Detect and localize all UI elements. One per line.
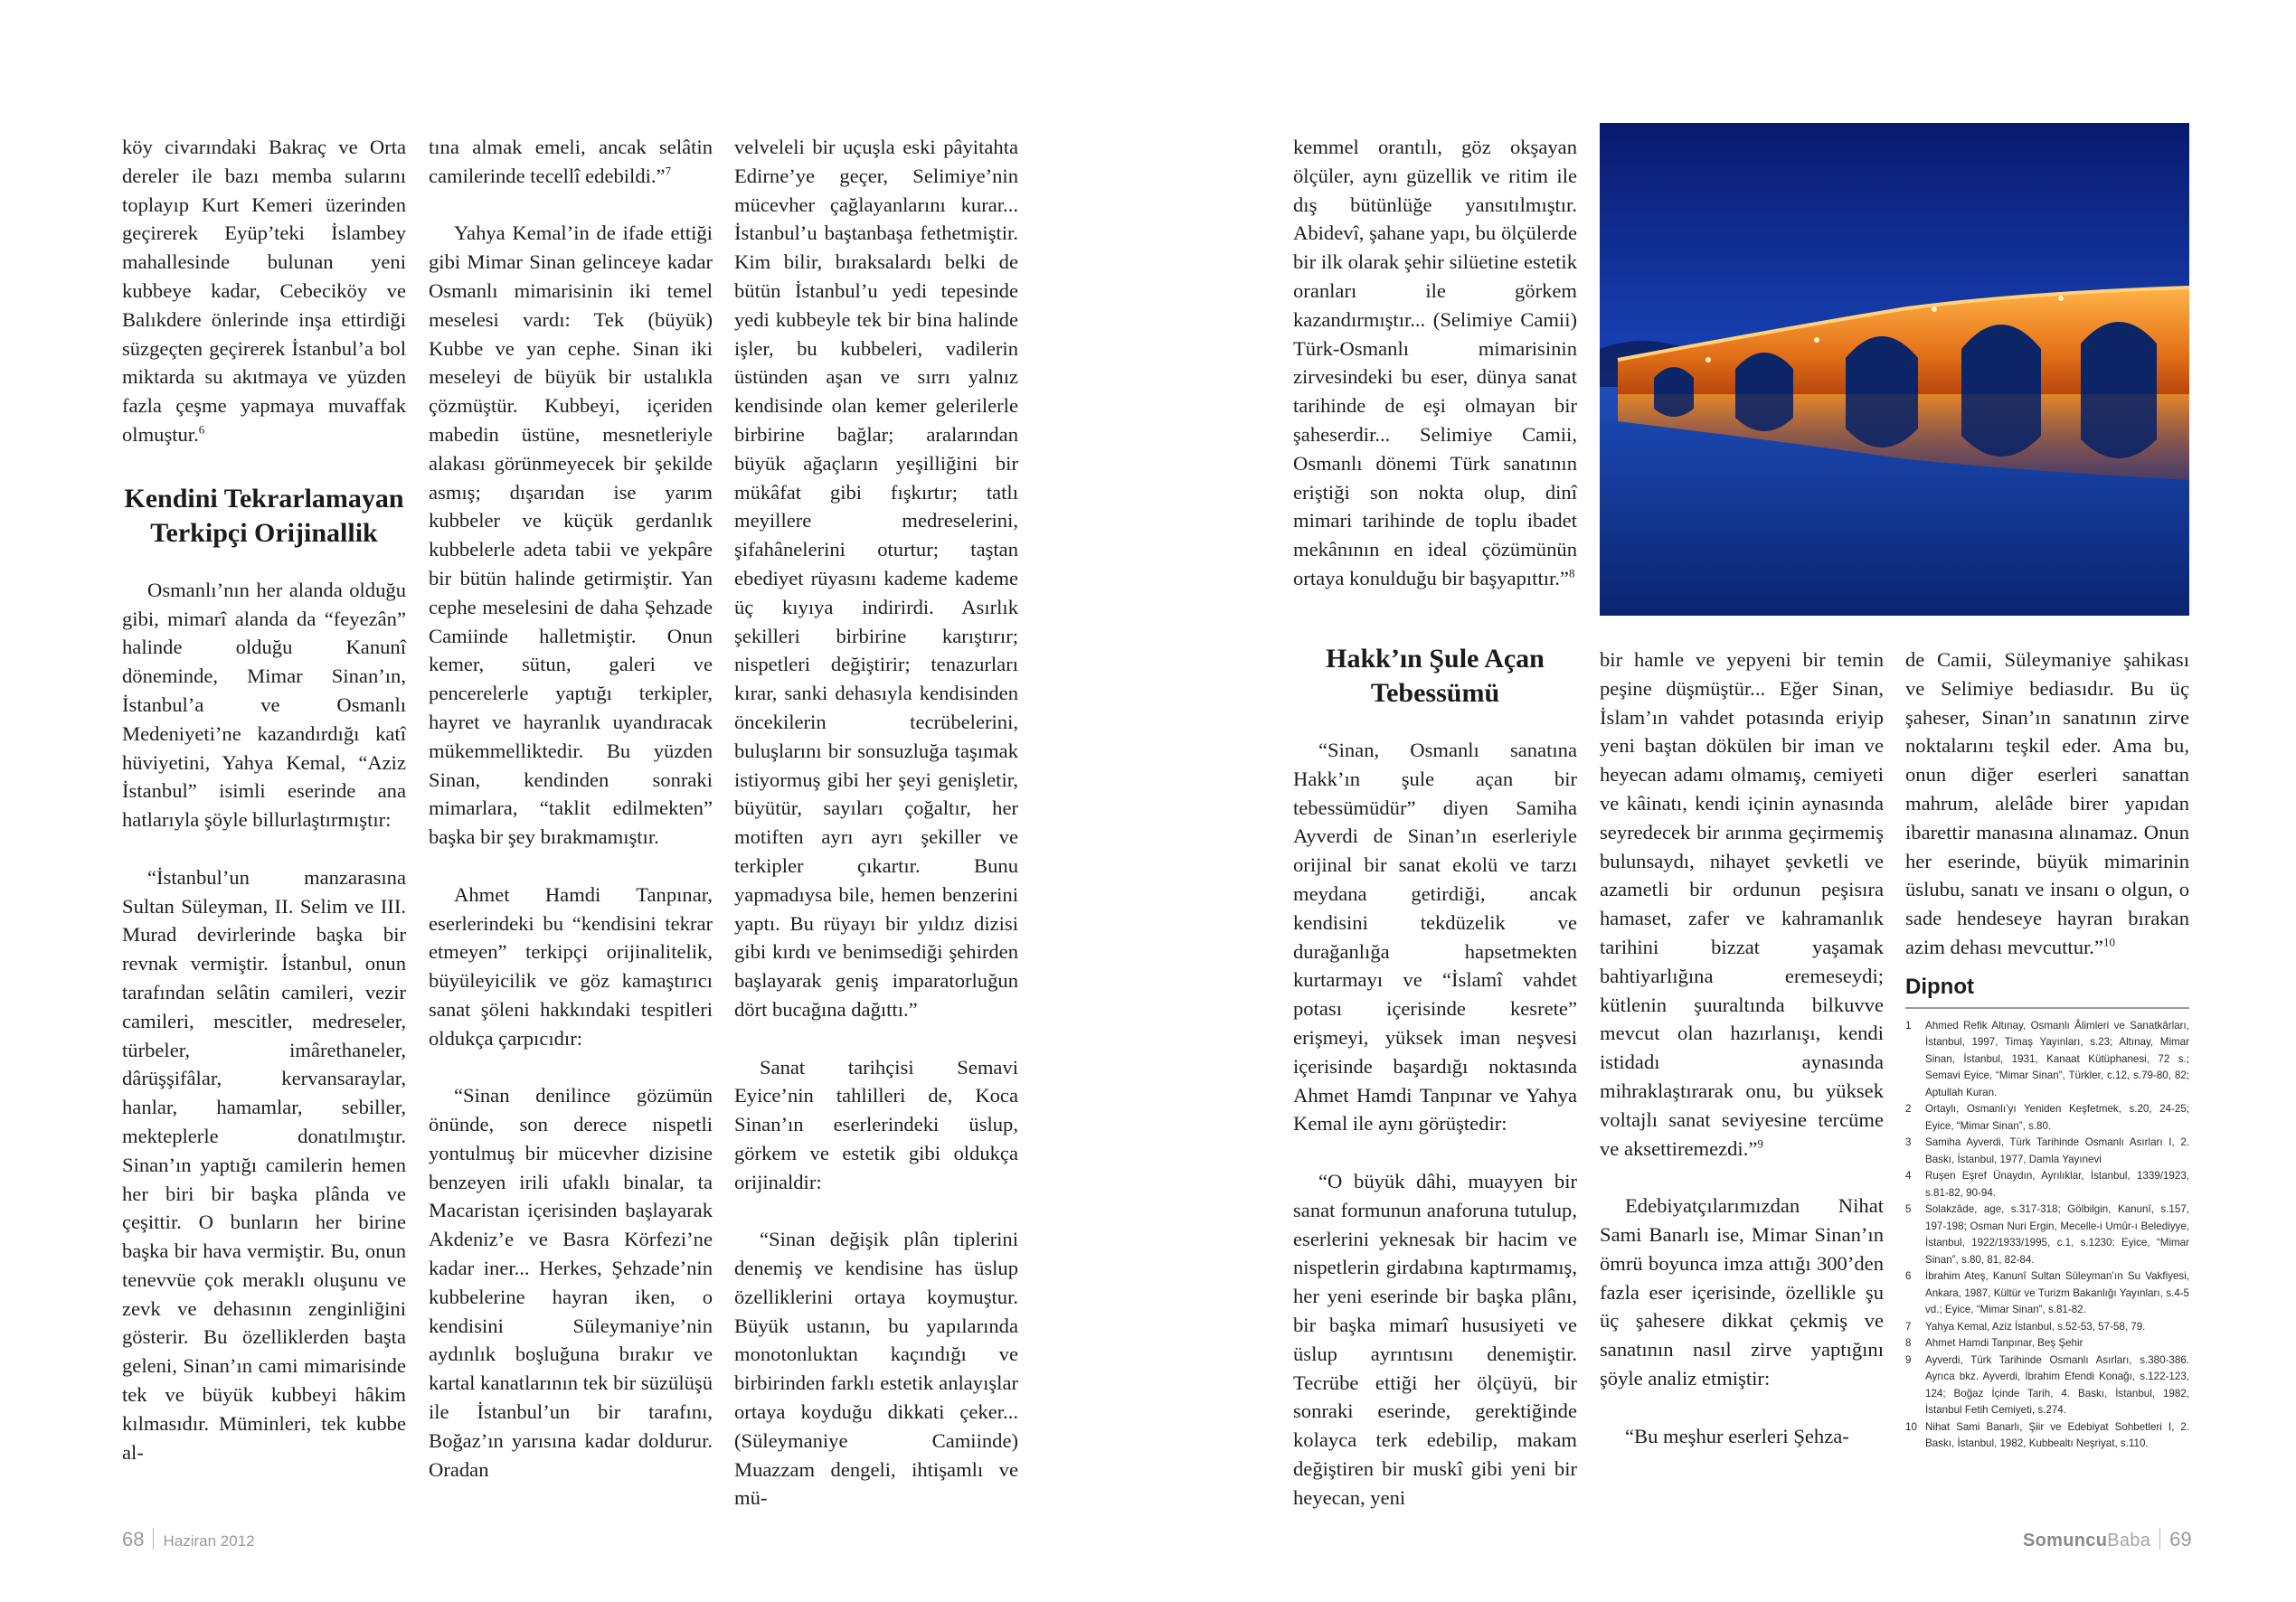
left-footer (122, 1528, 255, 1551)
footnote-number: 6 (1905, 1270, 1912, 1283)
paragraph: Yahya Kemal’in de ifade ettiği gibi Mimar Sinan gelinceye kadar Osmanlı mimarisinin iki temel meselesi vardı: Tek (büyük) Kubbe ve yan cephe. Sinan iki meseleyi de büyük bir ustalıkla çözmüştür. Kubbeyi, içeriden mabedin üstüne, mesnetleriyle alakası görünmeyecek bir şekilde asmış; dışarıdan ise yarım kubbeler ve küçük gerdanlık kubbelerle adeta tabii ve yekpâre bir bütün halinde getirmiştir. Yan cephe meselesini de daha Şehzade Camiinde halletmiştir. Onun kemer, sütun, galeri ve pencerelerle yaptığı terkipler, hayret ve hayranlık uyandıracak mükemmelliktedir. Bu yüzden Sinan, kendinden sonraki mimarlara, “taklit edilmekten” başka bir şey bırakmamıştır. (429, 221, 713, 849)
footnote-number: 3 (1905, 1136, 1912, 1149)
footnotes-title: Dipnot (1905, 974, 1974, 999)
footnote-ref: 6 (198, 422, 205, 437)
footnote-text: Solakzâde, age, s.317-318; Gölbilgin, Kanunî, s.157, 197-198; Osman Nuri Ergin, Mecelle-i Umûr-ı Belediyye, İstanbul, 1922/1933/1995, c.1, s.1230; Eyice, “Mimar Sinan”, s.80, 81, 82-84. (1925, 1203, 2189, 1266)
footnote-ref: 7 (665, 164, 672, 178)
quote-paragraph: kemmel orantılı, göz okşayan ölçüler, aynı güzellik ve ritim ile dış bütünlüğe yansıtılmıştır. Abidevî, şahane yapı, bu ölçülerde bir ilk olarak şehir silüetine estetik oranları ile görkem kazandırmıştır... (Selimiye Camii) Türk-Osmanlı mimarisinin zirvesindeki bu eser, dünya sanat tarihinde de eşi olmayan bir şaheserdir... Selimiye Camii, Osmanlı dönemi Türk sanatının eriştiği son nokta olup, dinî mimari tarihinde de toplu ibadet mekânının en ideal çözümünün ortaya konulduğu bir başyapıttır.”$^8$ (1293, 136, 1577, 589)
footnote-number: 4 (1905, 1170, 1912, 1183)
footnote-text: Samiha Ayverdi, Türk Tarihinde Osmanlı Asırları I, 2. Baskı, İstanbul, 1977, Damla Yayınevi (1925, 1136, 2189, 1165)
paragraph: Sanat tarihçisi Semavi Eyice’nin tahlilleri de, Koca Sinan’ın eserlerindeki üslup, görkem ve estetik gibi oldukça orijinaldir: (734, 1055, 1018, 1193)
footnote-item (1905, 1352, 2189, 1419)
footnote-number: 10 (1905, 1420, 1917, 1433)
section-heading: Kendini Tekrarlamayan Terkipçi Orijinallik (124, 483, 404, 548)
footnote-text: İbrahim Ateş, Kanunî Sultan Süleyman’ın Su Vakfiyesi, Ankara, 1987, Kültür ve Turizm Bakanlığı Yayınları, s.4-5 vd.; Eyice, “Mimar Sinan”, s.81-82. (1925, 1270, 2189, 1316)
quote-paragraph: “O büyük dâhi, muayyen bir sanat formunun anaforuna tutulup, eserlerini yeknesak bir hacim ve nispetlerin girdabına kaptırmamış, her yeni eserinde bir başka plânı, bir başka mimarî hususiyeti ve üslup ayrıntısını denemiştir. Tecrübe ettiği her ölçüyü, bir sonraki eserinde, gerektiğinde kolayca terk edebilip, makam değiştiren bir muskî gibi yeni bir heyecan, yeni (1293, 1169, 1577, 1509)
paragraph: Edebiyatçılarımızdan Nihat Sami Banarlı ise, Mimar Sinan’ın ömrü boyunca imza attığı 300’den fazla eser içerisinde, özellikle şu üç şahesere dikkat çekmiş ve sanatının nasıl zirve yaptığını şöyle analiz etmiştir: (1600, 1194, 1884, 1390)
section-heading: Hakk’ın Şule Açan Tebessümü (1326, 644, 1545, 708)
paragraph: köy civarındaki Bakraç ve Orta dereler ile bazı memba sularını toplayıp Kurt Kemeri üzerinden geçirerek Eyüp’teki İslambey mahallesinde bulunan yeni kubbeye kadar, Cebeciköy ve Balıkdere önlerinde inşa ettirdiği süzgeçten geçirerek İstanbul’a bol miktarda su akıtmaya ve yüzden fazla çeşme yapmaya muvaffak olmuştur.$^6$ (122, 136, 406, 446)
left-column-1 (122, 133, 406, 1466)
page-number: 69 (2169, 1528, 2192, 1550)
quote-paragraph: bir hamle ve yepyeni bir temin peşine düşmüştür... Eğer Sinan, İslam’ın vahdet potasında eriyip yeni baştan dökülen bir iman ve heyecan adamı olmamış, cemiyeti ve kâinatı, kendi içinin aynasında seyredecek bir arınma geçirmemiş bulunsaydı, nihayet şevketli ve azametli bir ordunun peşisıra hamaset, zafer ve kahramanlık tarihini bizzat yaşamak bahtiyarlığına eremeseydi; kütlenin şuuraltında bilkuvve mevcut olan hazırlanışı, kendi istidadı aynasında mihraklaştırarak onu, bu yüksek voltajlı sanat seviyesine tercüme ve aksettiremezdi.”$^9$ (1600, 648, 1884, 1160)
bridge-illustration (1600, 123, 2189, 616)
footnotes-list (1905, 1018, 2189, 1453)
paragraph: Ahmet Hamdi Tanpınar, eserlerindeki bu “kendisini tekrar etmeyen” terkipçi orijinalitelik, büyüleyicilik ve göz kamaştırıcı sanat şöleni hakkındaki tespitleri oldukça çarpıcıdır: (429, 882, 713, 1050)
left-column-2 (429, 133, 713, 1484)
right-column-2 (1600, 646, 1884, 1450)
footnote-item (1905, 1335, 2189, 1352)
quote-paragraph: “Sinan, Osmanlı sanatına Hakk’ın şule açan bir tebessümüdür” diyen Samiha Ayverdi de Sinan’ın eserleriyle orijinal bir sanat ekolü ve tarzı meydana getirdiği, ancak kendisini tekdüzelik ve durağanlığa hapsetmekten kurtarmayı ve “İslamî vahdet potası içerisinde kesrete” erişmeyi, yüksek iman neşvesi içerisinde başardığı noktasında Ahmet Hamdi Tanpınar ve Yahya Kemal ile aynı görüştedir: (1293, 739, 1577, 1136)
footnote-ref: 8 (1568, 566, 1575, 580)
footnote-ref: 10 (2102, 935, 2115, 949)
quote-paragraph: velveleli bir uçuşla eski pâyitahta Edirne’ye geçer, Selimiye’nin mücevher çağlayanlarını kurar... İstanbul’u baştanbaşa fethetmiştir. Kim bilir, bıraksalardı belki de bütün İstanbul’u yedi tepesinde yedi kubbeyle tek bir bina halinde işler, bu kubbeleri, vadilerin üstünden aşan ve sırrı yalnız kendisinde olan kemer gelerilerle birbirine bağlar; aralarından büyük ağaçların yeşilliğini bir mükâfat gibi fışkırtır; tatlı meyillere medreselerini, şifahânelerini oturtur; taştan ebediyet rüyasını kademe kademe üç kıyıya indirirdi. Asırlık şekilleri birbirine karıştırır; nispetleri değiştirir; tenazurları kırar, sanki dehasıyla kendisinden öncekilerin tecrübelerini, buluşlarını bir sonsuzluğa taşımak istiyormuş gibi her şeyi genişletir, büyütür, sayıları çoğaltır, her motiften ayrı ayrı şekiller ve terkipler çıkartır. Bunu yapmadıysa bile, hemen benzerini yaptı. Bu rüyayı bir yıldız dizisi gibi kırdı ve benimsediği şehirden başlayarak geniş imparatorluğun dört bucağına dağıttı.” (734, 136, 1018, 1021)
bridge-night-photo (1600, 123, 2189, 616)
footnote-text: Ayverdi, Türk Tarihinde Osmanlı Asırları, s.380-386. Ayrıca bkz. Ayverdi, İbrahim Efendi Konağı, s.122-123, 124; Boğaz İçinde Tarih, 4. Baskı, İstanbul, 1982, İstanbul Fetih Cemiyeti, s.274. (1925, 1353, 2189, 1417)
footnote-item (1905, 1202, 2189, 1268)
right-column-3 (1905, 646, 2189, 1453)
footer-divider (153, 1528, 154, 1550)
footnote-item (1905, 1268, 2189, 1319)
quote-paragraph: de Camii, Süleymaniye şahikası ve Selimiye bediasıdır. Bu üç şaheser, Sinan’ın sanatının zirve noktalarını teşkil eder. Ama bu, onun diğer eserleri sanattan mahrum, alelâde birer yapıdan ibarettir manasına alınamaz. Onun her eserinde, büyük mimarinin üslubu, sanatı ve insanı o olgun, o sade hendeseye hayran bırakan azim dehası mevcuttur.”$^{10}$ (1905, 648, 2189, 958)
footnote-text: Nihat Sami Banarlı, Şiir ve Edebiyat Sohbetleri I, 2. Baskı, İstanbul, 1982, Kubbealtı Neşriyat, s.110. (1925, 1420, 2189, 1450)
right-footer (2023, 1528, 2192, 1551)
quote-paragraph: “İstanbul’un manzarasına Sultan Süleyman, II. Selim ve III. Murad devirlerinde başka bir revnak vermiştir. İstanbul, onun tarafından selâtin camileri, vezir camileri, mescitler, medreseler, türbeler, imârethaneler, dârüşşifâlar, kervansaraylar, hanlar, hamamlar, sebiller, mekteplerle donatılmıştır. Sinan’ın yaptığı camilerin hemen her biri bir başka plânda ve çeşittir. O bunların her birine başka bir hava vermiştir. Bu, onun tenevvüe çok meraklı oluşunu ve zevk ve dehasının zenginliğini gösterir. Bu özelliklerden başta geleni, Sinan’ın cami mimarisinde tek ve büyük kubbeyi hâkim kılmasıdır. Müminleri, tek kubbe al- (122, 865, 406, 1464)
footnote-item (1905, 1101, 2189, 1135)
paragraph: tına almak emeli, ancak selâtin camilerinde tecellî edebildi.”$^7$ (429, 136, 713, 187)
paragraph: Osmanlı’nın her alanda olduğu gibi, mimarî alanda da “feyezân” halinde olduğu Kanunî döneminde, Mimar Sinan’ın, İstanbul’a ve Osmanlı Medeniyeti’ne kazandırdığı katî hüviyetini, Yahya Kemal, “Aziz İstanbul” isimli eserinde ana hatlarıyla şöyle billurlaştırmıştır: (122, 578, 406, 832)
issue-date: Haziran 2012 (163, 1532, 255, 1550)
footer-divider (2159, 1528, 2160, 1550)
footnotes-divider (1905, 1007, 2189, 1009)
footnote-number: 2 (1905, 1103, 1912, 1116)
footnote-number: 8 (1905, 1337, 1912, 1350)
right-column-1-top (1293, 133, 1577, 593)
page-number: 68 (122, 1528, 145, 1550)
footnote-item (1905, 1419, 2189, 1453)
footnote-number: 5 (1905, 1203, 1912, 1216)
footnote-item (1905, 1319, 2189, 1336)
footnote-ref: 9 (1757, 1136, 1763, 1151)
footnote-text: Ruşen Eşref Ünaydın, Ayrılıklar, İstanbul, 1339/1923, s.81-82, 90-94. (1925, 1170, 2189, 1199)
quote-paragraph: “Sinan denilince gözümün önünde, son derece nispetli yontulmuş bir mücevher dizisine benzeyen irili ufaklı binalar, ta Macaristan içerisinden başlayarak Akdeniz’e ve Basra Körfezi’ne kadar iner... Herkes, Şehzade’nin kubbelerine hayran iken, o kendisini Süleymaniye’nin aydınlık boşluğuna bırakır ve kartal kanatlarının tek bir süzülüşü ile İstanbul’un bir tarafını, Boğaz’ın yarısına kadar doldurur. Oradan (429, 1084, 713, 1481)
right-column-1 (1293, 642, 1577, 1512)
footnote-number: 7 (1905, 1320, 1912, 1333)
footnote-item (1905, 1018, 2189, 1102)
footnote-item (1905, 1168, 2189, 1202)
footnote-text: Ortaylı, Osmanlı’yı Yeniden Keşfetmek, s.20, 24-25; Eyice, “Mimar Sinan”, s.80. (1925, 1103, 2189, 1132)
magazine-logo: SomuncuBaba (2023, 1531, 2151, 1550)
footnote-text: Ahmet Hamdi Tanpınar, Beş Şehir (1925, 1337, 2083, 1350)
footnote-text: Yahya Kemal, Aziz İstanbul, s.52-53, 57-58, 79. (1925, 1320, 2146, 1333)
footnote-number: 9 (1905, 1353, 1912, 1366)
quote-paragraph: “Sinan değişik plân tiplerini denemiş ve kendisine has üslup özelliklerini ortaya koymuştur. Büyük ustanın, bu yapılarında monotonluktan kaçındığı ve birbirinden farklı estetik anlayışlar ortaya koyduğu dikkati çeker... (Süleymaniye Camiinde) Muazzam dengeli, ihtişamlı ve mü- (734, 1228, 1018, 1510)
footnote-text: Ahmed Refik Altınay, Osmanlı Âlimleri ve Sanatkârları, İstanbul, 1997, Timaş Yayınları, s.23; Altınay, Mimar Sinan, İstanbul, 1931, Kanaat Kütüphanesi, 72 s.; Semavi Eyice, “Mimar Sinan”, Türkler, c.12, s.79-80, 82; Aptullah Kuran. (1925, 1019, 2189, 1098)
left-column-3 (734, 133, 1018, 1512)
footnote-number: 1 (1905, 1019, 1912, 1032)
footnote-item (1905, 1135, 2189, 1168)
quote-paragraph: “Bu meşhur eserleri Şehza- (1625, 1424, 1849, 1447)
